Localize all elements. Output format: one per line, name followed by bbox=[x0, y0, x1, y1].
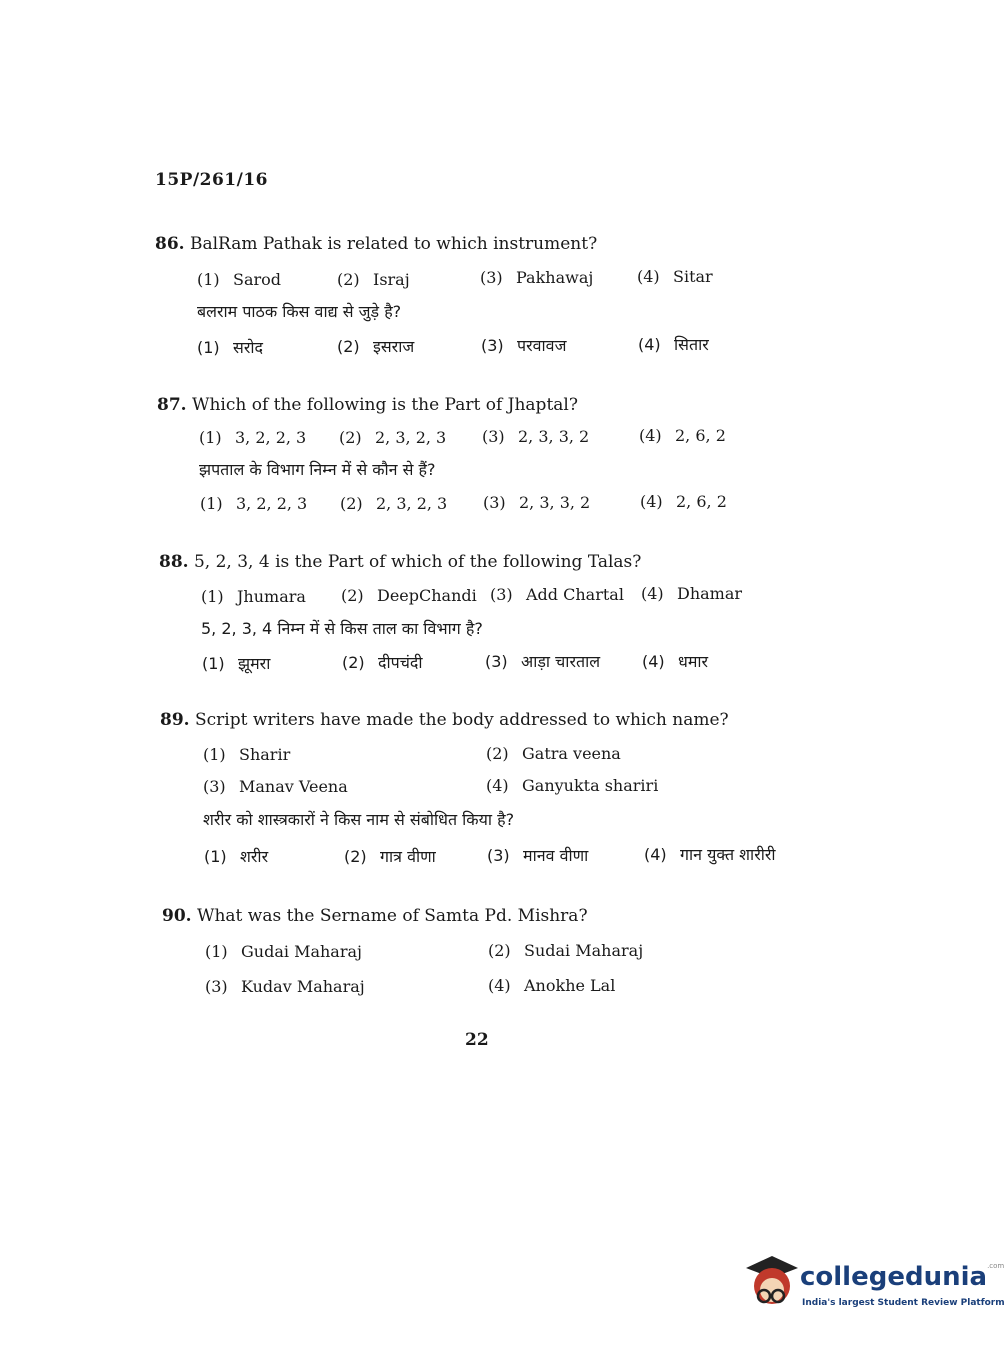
question-86 bbox=[155, 234, 597, 254]
question-text-en: What was the Sername of Samta Pd. Mishra? bbox=[196, 906, 588, 926]
question-text-hi: बलराम पाठक किस वाद्य से जुड़े है? bbox=[197, 302, 402, 321]
question-number: 87. bbox=[157, 395, 187, 415]
option: (1) Jhumara bbox=[201, 587, 306, 606]
option: (1) Sarod bbox=[197, 270, 282, 289]
option: (1) शरीर bbox=[204, 847, 269, 866]
mascot-icon bbox=[742, 1252, 800, 1312]
question-text-en: 5, 2, 3, 4 is the Part of which of the following Talas? bbox=[193, 552, 642, 572]
question-number: 88. bbox=[159, 552, 189, 572]
option: (4) 2, 6, 2 bbox=[640, 492, 727, 511]
question-90 bbox=[162, 906, 588, 926]
question-text-hi: 5, 2, 3, 4 निम्न में से किस ताल का विभाग है? bbox=[201, 619, 483, 638]
question-89 bbox=[160, 710, 729, 730]
option: (2) गात्र वीणा bbox=[344, 847, 436, 866]
option: (1) सरोद bbox=[197, 338, 264, 357]
option: (2) Sudai Maharaj bbox=[488, 941, 644, 960]
option: (1) 3, 2, 2, 3 bbox=[200, 494, 308, 513]
question-number: 90. bbox=[162, 906, 192, 926]
option: (2) Gatra veena bbox=[486, 744, 621, 763]
option: (2) 2, 3, 2, 3 bbox=[339, 428, 447, 447]
question-text-en: Which of the following is the Part of Jhaptal? bbox=[191, 395, 578, 415]
brand-logo bbox=[742, 1248, 1005, 1318]
option: (2) Israj bbox=[337, 270, 410, 289]
option: (2) इसराज bbox=[337, 337, 415, 356]
question-number: 86. bbox=[155, 234, 185, 254]
option: (4) Sitar bbox=[637, 267, 713, 286]
option: (3) Add Chartal bbox=[490, 585, 624, 604]
option: (4) सितार bbox=[638, 335, 709, 354]
option: (1) 3, 2, 2, 3 bbox=[199, 428, 307, 447]
option: (3) Kudav Maharaj bbox=[205, 977, 365, 996]
option: (4) 2, 6, 2 bbox=[639, 426, 726, 445]
question-text-en: Script writers have made the body addressed to which name? bbox=[194, 710, 729, 730]
option: (2) 2, 3, 2, 3 bbox=[340, 494, 448, 513]
option: (4) Ganyukta shariri bbox=[486, 776, 659, 795]
option: (4) Anokhe Lal bbox=[488, 976, 616, 995]
option: (4) Dhamar bbox=[641, 584, 743, 603]
option: (3) मानव वीणा bbox=[487, 846, 589, 865]
question-number: 89. bbox=[160, 710, 190, 730]
option: (3) Manav Veena bbox=[203, 777, 348, 796]
paper-code: 15P/261/16 bbox=[155, 170, 269, 190]
question-87 bbox=[157, 395, 578, 415]
option: (1) झूमरा bbox=[202, 654, 271, 673]
option: (3) Pakhawaj bbox=[480, 268, 594, 287]
option: (3) आड़ा चारताल bbox=[485, 652, 601, 671]
logo-tagline: India's largest Student Review Platform bbox=[802, 1298, 1005, 1308]
option: (3) 2, 3, 3, 2 bbox=[482, 427, 590, 446]
option: (3) परवावज bbox=[481, 336, 567, 355]
option: (1) Gudai Maharaj bbox=[205, 942, 362, 961]
question-text-hi: शरीर को शास्त्रकारों ने किस नाम से संबोधित किया है? bbox=[203, 810, 515, 829]
question-text-hi: झपताल के विभाग निम्न में से कौन से हैं? bbox=[199, 460, 436, 479]
question-88 bbox=[159, 552, 641, 572]
option: (1) Sharir bbox=[203, 745, 291, 764]
page-number: 22 bbox=[465, 1030, 489, 1050]
question-text-en: BalRam Pathak is related to which instrument? bbox=[189, 234, 598, 254]
option: (4) धमार bbox=[642, 652, 709, 671]
option: (4) गान युक्त शारीरी bbox=[644, 845, 776, 864]
option: (2) DeepChandi bbox=[341, 586, 477, 605]
option: (3) 2, 3, 3, 2 bbox=[483, 493, 591, 512]
option: (2) दीपचंदी bbox=[342, 653, 423, 672]
logo-name: collegedunia$^{.com}$ bbox=[800, 1262, 1005, 1292]
